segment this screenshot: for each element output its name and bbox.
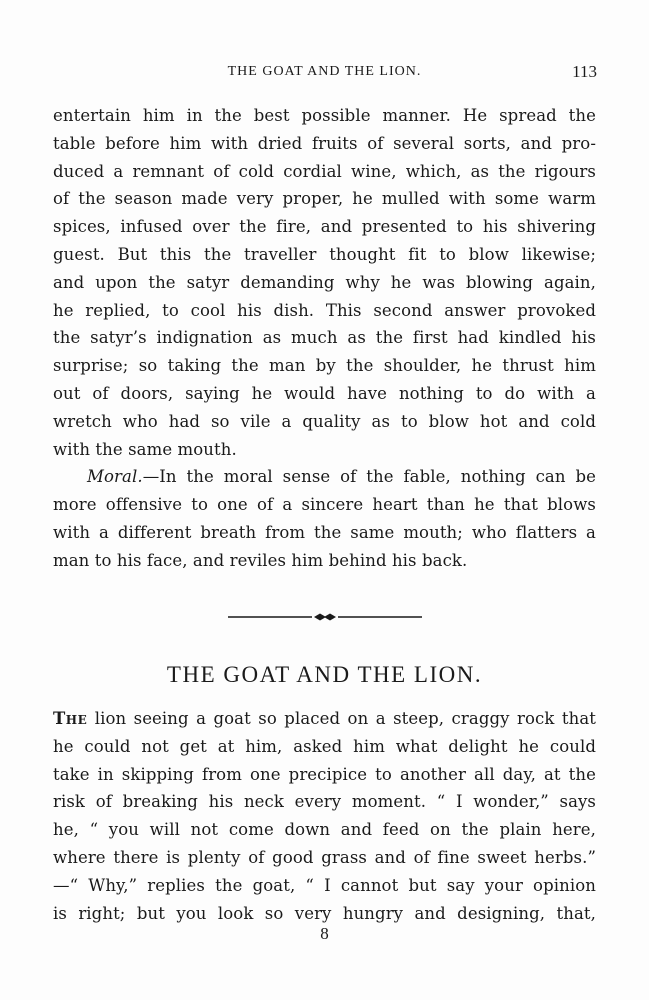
opening-line-rest: lion seeing a goat so placed on a steep, craggy rock that <box>87 709 596 728</box>
text-line: the satyr’s indignation as much as the first had kindled his <box>53 328 596 348</box>
running-title: THE GOAT AND THE LION. <box>227 64 422 79</box>
moral-label: Moral. <box>87 467 143 487</box>
text-line: man to his face, and reviles him behind his back. <box>53 550 468 570</box>
moral-text: —In the moral sense of the fable, nothing can be <box>142 467 596 487</box>
text-line: guest. But this the traveller thought fit to blow likewise; <box>53 244 596 264</box>
text-line: duced a remnant of cold cordial wine, which, as the rigours <box>53 161 596 181</box>
fable1-text <box>53 102 596 575</box>
text-line: and upon the satyr demanding why he was blowing again, <box>53 272 596 292</box>
text-line: wretch who had so vile a quality as to blow hot and cold <box>53 411 596 431</box>
text-line: he, “ you will not come down and feed on the plain here, <box>53 820 596 840</box>
text-line: with the same mouth. <box>53 439 237 459</box>
page-number: 113 <box>572 62 597 81</box>
text-line: with a different breath from the same mouth; who flatters a <box>53 522 596 542</box>
text-line: take in skipping from one precipice to another all day, at the <box>53 764 596 784</box>
signature-mark: 8 <box>320 924 329 943</box>
text-line: entertain him in the best possible manner. He spread the <box>53 106 596 125</box>
text-line: risk of breaking his neck every moment. “ I wonder,” says <box>53 792 596 812</box>
text-line: he replied, to cool his dish. This second answer provoked <box>53 300 596 320</box>
text-line: is right; but you look so very hungry and designing, that, <box>53 903 596 923</box>
text-line <box>53 705 596 733</box>
moral-line <box>53 463 596 491</box>
fable2-text <box>53 705 596 927</box>
opening-word: The <box>53 709 88 728</box>
text-line: —“ Why,” replies the goat, “ I cannot but say your opinion <box>53 875 596 895</box>
ornament-divider-icon <box>228 610 422 624</box>
text-line: he could not get at him, asked him what delight he could <box>53 736 596 756</box>
text-line: more offensive to one of a sincere heart than he that blows <box>53 495 596 515</box>
text-line: out of doors, saying he would have nothing to do with a <box>53 383 596 403</box>
text-line: where there is plenty of good grass and of fine sweet herbs.” <box>53 847 596 867</box>
text-line: of the season made very proper, he mulled with some warm <box>53 189 596 209</box>
text-line: spices, infused over the fire, and presented to his shivering <box>53 217 596 237</box>
running-head <box>52 62 597 84</box>
text-line: surprise; so taking the man by the shoulder, he thrust him <box>53 356 596 376</box>
section-title: THE GOAT AND THE LION. <box>166 662 483 687</box>
text-line: table before him with dried fruits of several sorts, and pro- <box>53 133 596 153</box>
